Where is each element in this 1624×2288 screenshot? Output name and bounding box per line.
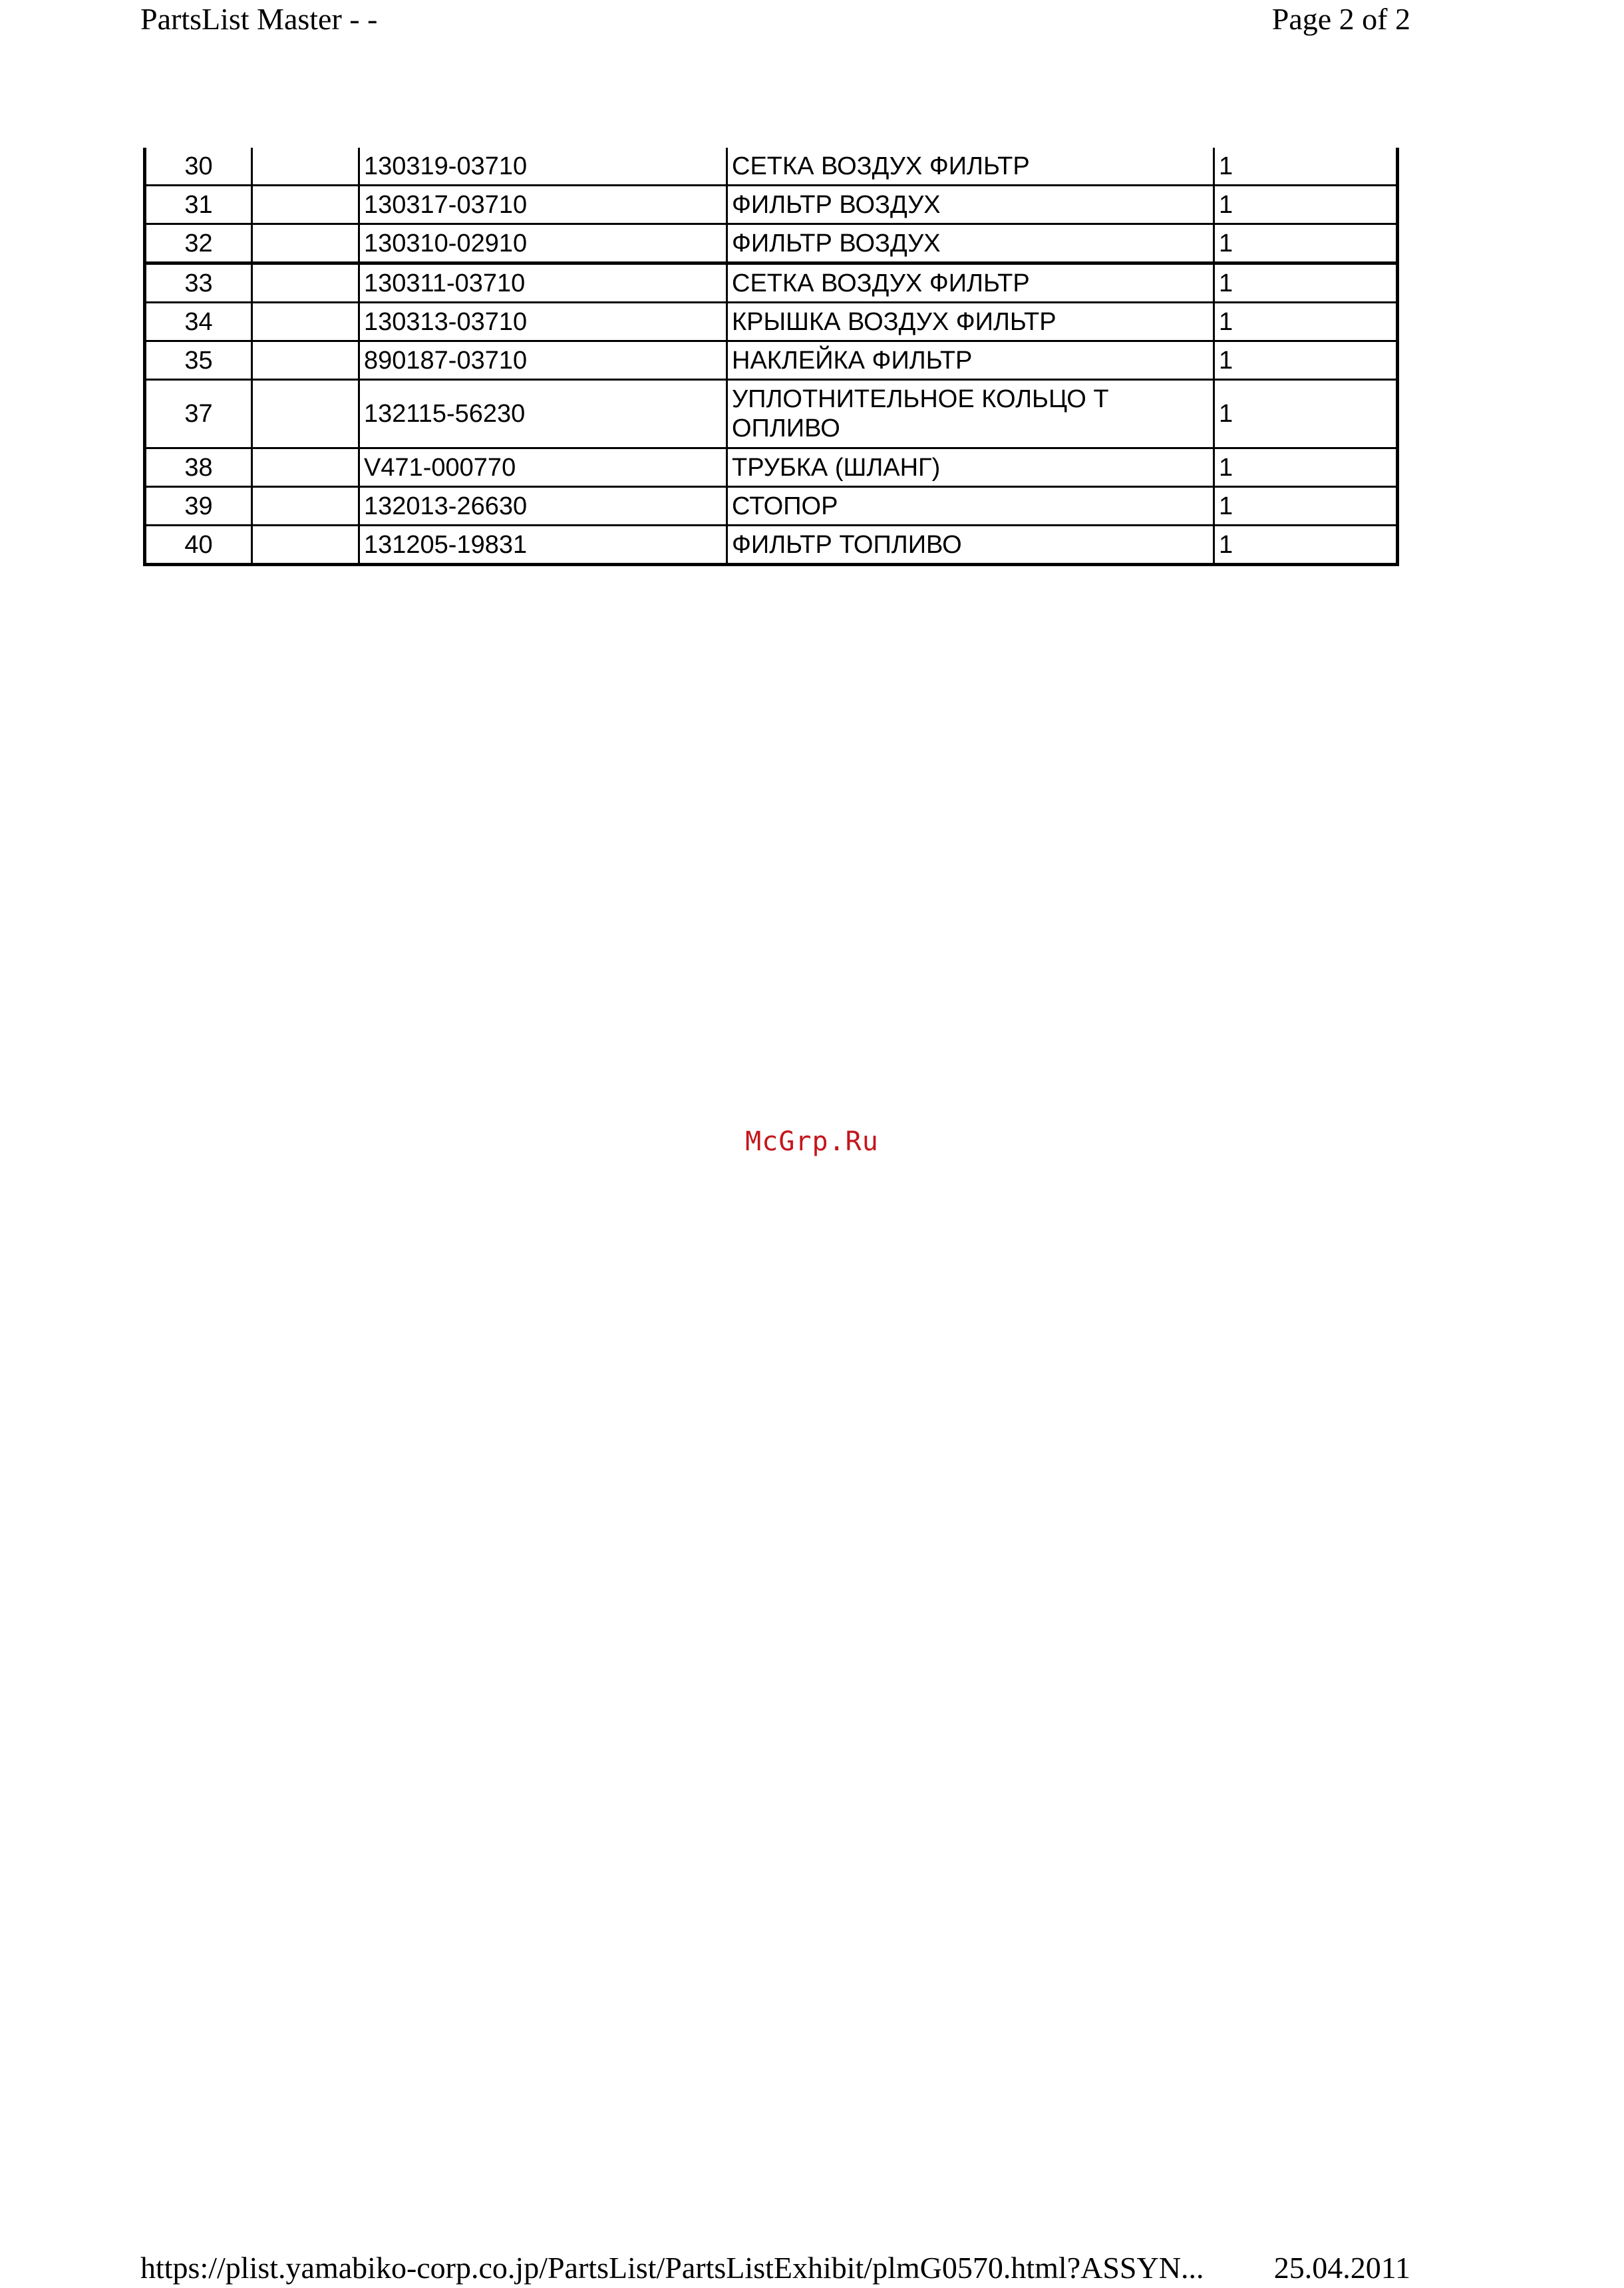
table-row [145, 341, 1398, 380]
mark-cell [252, 487, 359, 526]
part-number: V471-000770 [359, 448, 727, 487]
part-description: СЕТКА ВОЗДУХ ФИЛЬТР [727, 263, 1214, 303]
part-description: СТОПОР [727, 487, 1214, 526]
quantity: 1 [1214, 186, 1398, 224]
quantity: 1 [1214, 341, 1398, 380]
part-number: 130317-03710 [359, 186, 727, 224]
part-description: УПЛОТНИТЕЛЬНОЕ КОЛЬЦО Т ОПЛИВО [727, 380, 1214, 448]
part-description: ФИЛЬТР ВОЗДУХ [727, 186, 1214, 224]
quantity: 1 [1214, 526, 1398, 565]
table-row [145, 263, 1398, 303]
watermark-text: McGrp.Ru [745, 1126, 879, 1157]
table-row [145, 448, 1398, 487]
page-header-title: PartsList Master - - [140, 2, 378, 36]
mark-cell [252, 448, 359, 487]
part-number: 130311-03710 [359, 263, 727, 303]
page-number: Page 2 of 2 [1271, 2, 1410, 36]
quantity: 1 [1214, 224, 1398, 263]
mark-cell [252, 224, 359, 263]
mark-cell [252, 380, 359, 448]
part-description: ТРУБКА (ШЛАНГ) [727, 448, 1214, 487]
part-description: КРЫШКА ВОЗДУХ ФИЛЬТР [727, 303, 1214, 341]
table-row [145, 303, 1398, 341]
footer-date: 25.04.2011 [1273, 2251, 1410, 2285]
ref-number: 31 [145, 186, 252, 224]
quantity: 1 [1214, 148, 1398, 186]
part-description: ФИЛЬТР ТОПЛИВО [727, 526, 1214, 565]
part-number: 131205-19831 [359, 526, 727, 565]
ref-number: 39 [145, 487, 252, 526]
mark-cell [252, 526, 359, 565]
parts-table [143, 148, 1399, 566]
table-row [145, 487, 1398, 526]
table-row [145, 526, 1398, 565]
part-number: 130310-02910 [359, 224, 727, 263]
mark-cell [252, 263, 359, 303]
part-description: НАКЛЕЙКА ФИЛЬТР [727, 341, 1214, 380]
ref-number: 38 [145, 448, 252, 487]
quantity: 1 [1214, 448, 1398, 487]
part-number: 890187-03710 [359, 341, 727, 380]
part-number: 132013-26630 [359, 487, 727, 526]
table-row [145, 380, 1398, 448]
table-row [145, 224, 1398, 263]
part-description: ФИЛЬТР ВОЗДУХ [727, 224, 1214, 263]
part-number: 130319-03710 [359, 148, 727, 186]
ref-number: 30 [145, 148, 252, 186]
part-number: 130313-03710 [359, 303, 727, 341]
footer-url: https://plist.yamabiko-corp.co.jp/PartsList/PartsListExhibit/plmG0570.html?ASSYN... [140, 2251, 1204, 2285]
quantity: 1 [1214, 380, 1398, 448]
mark-cell [252, 148, 359, 186]
quantity: 1 [1214, 303, 1398, 341]
mark-cell [252, 186, 359, 224]
ref-number: 35 [145, 341, 252, 380]
part-description: СЕТКА ВОЗДУХ ФИЛЬТР [727, 148, 1214, 186]
ref-number: 32 [145, 224, 252, 263]
ref-number: 37 [145, 380, 252, 448]
mark-cell [252, 341, 359, 380]
ref-number: 34 [145, 303, 252, 341]
ref-number: 33 [145, 263, 252, 303]
quantity: 1 [1214, 487, 1398, 526]
quantity: 1 [1214, 263, 1398, 303]
ref-number: 40 [145, 526, 252, 565]
table-row [145, 148, 1398, 186]
mark-cell [252, 303, 359, 341]
table-row [145, 186, 1398, 224]
part-number: 132115-56230 [359, 380, 727, 448]
